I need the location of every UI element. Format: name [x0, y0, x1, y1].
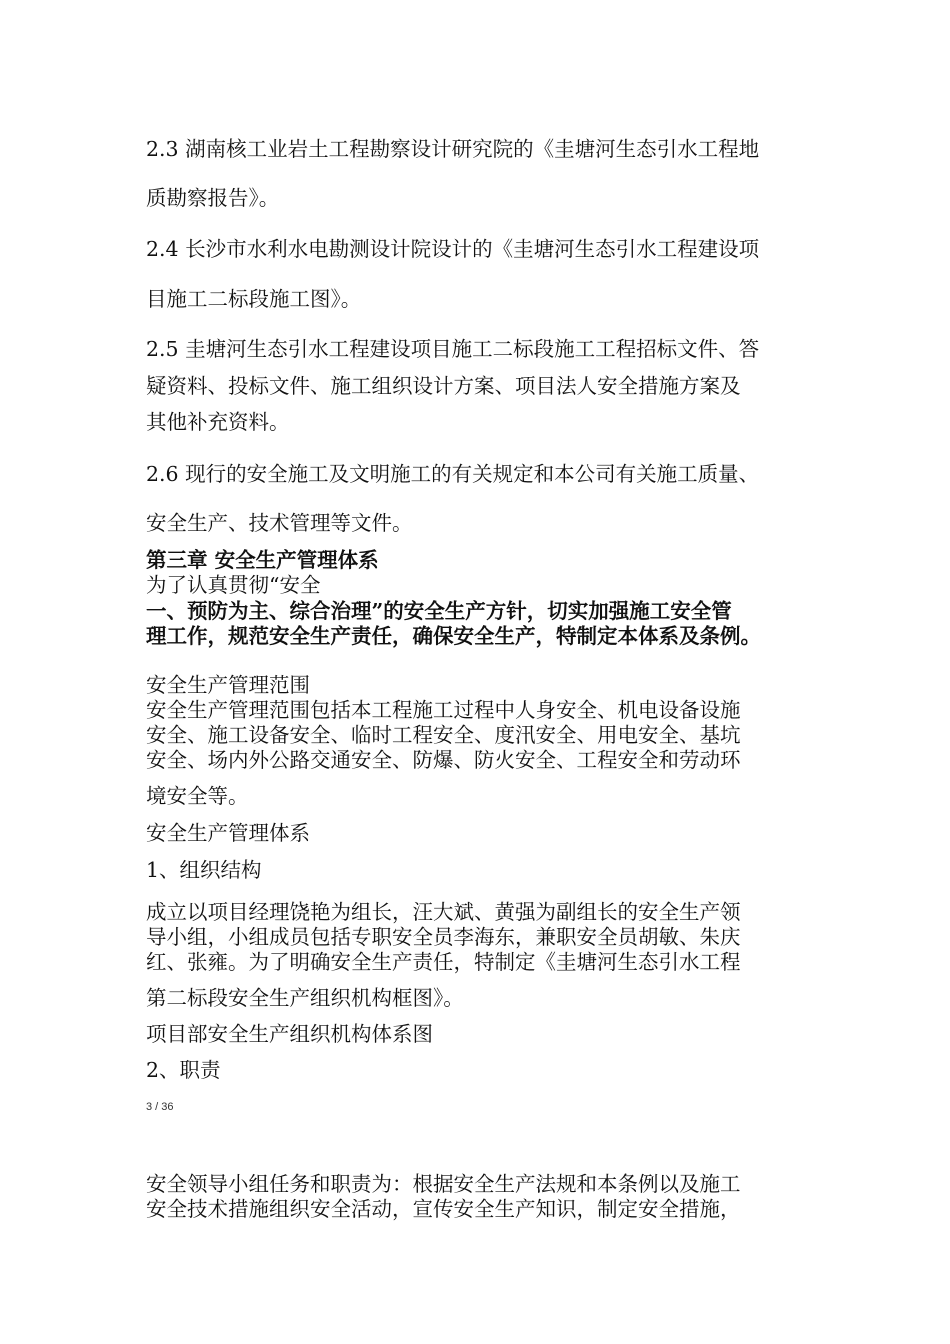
policy-line-1: 一、预防为主、综合治理”的安全生产方针，切实加强施工安全管: [146, 599, 732, 623]
org-heading: 1、组织结构: [146, 858, 262, 882]
paragraph-2-6-line-2: 安全生产、技术管理等文件。: [146, 511, 413, 535]
org-text-line-2: 导小组，小组成员包括专职安全员李海东，兼职安全员胡敏、朱庆: [146, 925, 741, 949]
scope-text-line-2: 安全、施工设备安全、临时工程安全、度汛安全、用电安全、基坑: [146, 723, 741, 747]
scope-text-line-4: 境安全等。: [146, 784, 249, 808]
chapter-intro: 为了认真贯彻“安全: [146, 573, 321, 597]
paragraph-2-5-line-1: 2.5 圭塘河生态引水工程建设项目施工二标段施工工程招标文件、答: [146, 337, 760, 361]
paragraph-2-3-line-2: 质勘察报告》。: [146, 186, 280, 210]
duty-text-line-2: 安全技术措施组织安全活动，宣传安全生产知识，制定安全措施，: [146, 1197, 741, 1221]
chapter-title: 第三章 安全生产管理体系: [146, 548, 379, 572]
org-text-line-3: 红、张雍。为了明确安全生产责任，特制定《圭塘河生态引水工程: [146, 950, 741, 974]
paragraph-2-6-line-1: 2.6 现行的安全施工及文明施工的有关规定和本公司有关施工质量、: [146, 462, 760, 486]
org-text-line-4: 第二标段安全生产组织机构框图》。: [146, 986, 464, 1010]
paragraph-2-4-line-1: 2.4 长沙市水利水电勘测设计院设计的《圭塘河生态引水工程建设项: [146, 237, 760, 261]
scope-heading: 安全生产管理范围: [146, 673, 310, 697]
org-text-line-1: 成立以项目经理饶艳为组长，汪大斌、黄强为副组长的安全生产领: [146, 900, 741, 924]
paragraph-2-4-line-2: 目施工二标段施工图》。: [146, 287, 362, 311]
scope-text-line-1: 安全生产管理范围包括本工程施工过程中人身安全、机电设备设施: [146, 698, 741, 722]
policy-line-2: 理工作，规范安全生产责任，确保安全生产，特制定本体系及条例。: [146, 624, 761, 648]
chart-caption: 项目部安全生产组织机构体系图: [146, 1022, 433, 1046]
paragraph-2-3-line-1: 2.3 湖南核工业岩土工程勘察设计研究院的《圭塘河生态引水工程地: [146, 137, 760, 161]
scope-text-line-3: 安全、场内外公路交通安全、防爆、防火安全、工程安全和劳动环: [146, 748, 741, 772]
paragraph-2-5-line-2: 疑资料、投标文件、施工组织设计方案、项目法人安全措施方案及: [146, 374, 741, 398]
duty-text-line-1: 安全领导小组任务和职责为：根据安全生产法规和本条例以及施工: [146, 1172, 741, 1196]
page-number: 3 / 36: [146, 1101, 174, 1113]
system-heading: 安全生产管理体系: [146, 821, 310, 845]
paragraph-2-5-line-3: 其他补充资料。: [146, 410, 290, 434]
duty-heading: 2、职责: [146, 1058, 221, 1082]
